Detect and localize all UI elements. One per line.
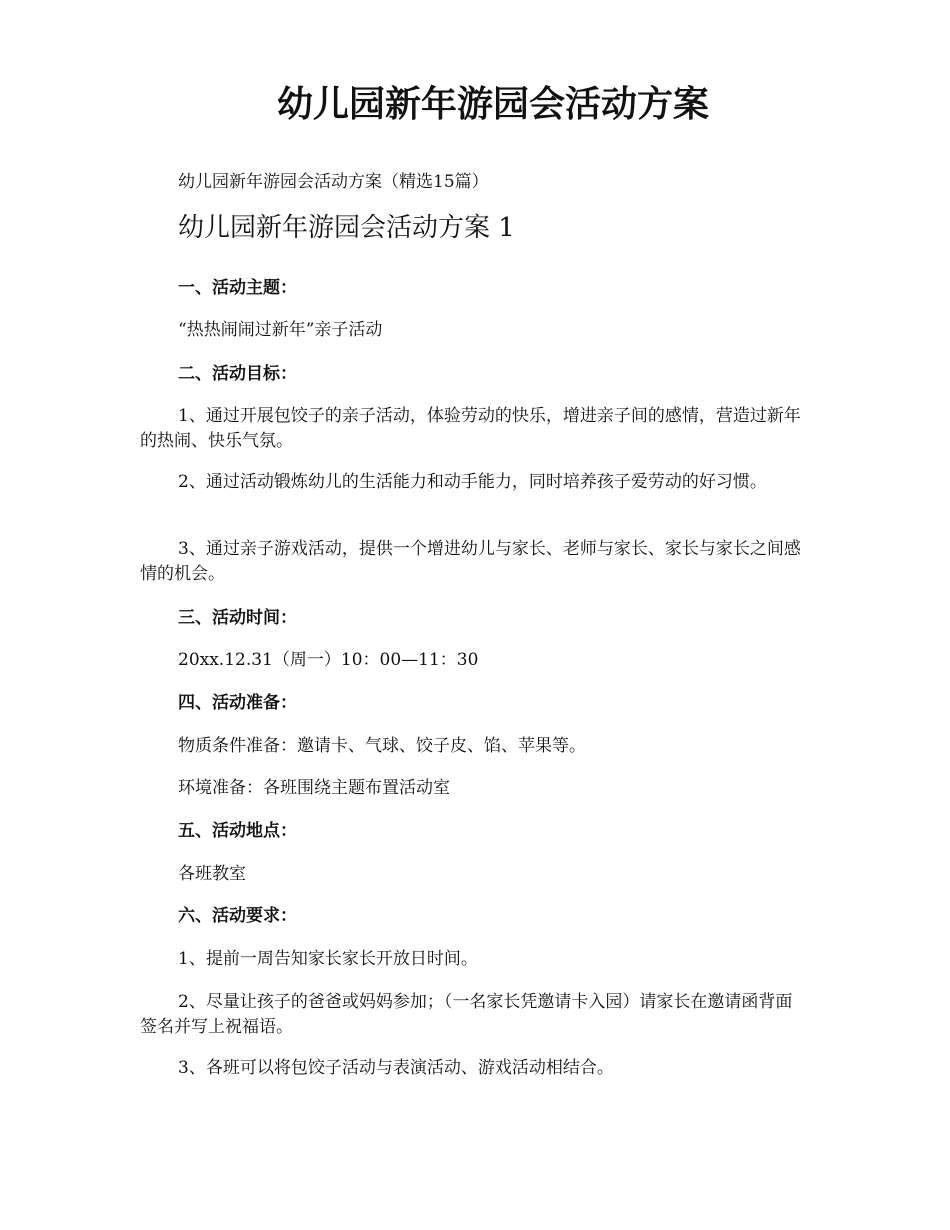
paragraph-goal-1: 1、通过开展包饺子的亲子活动，体验劳动的快乐，增进亲子间的感情，营造过新年的热闹、快乐气氛。 <box>140 406 801 451</box>
heading-location: 五、活动地点： <box>178 821 297 841</box>
paragraph-time: 20xx.12.31（周一）10：00—11：30 <box>178 650 479 670</box>
paragraph-environment: 环境准备：各班围绕主题布置活动室 <box>178 778 450 798</box>
paragraph-goal-3: 3、通过亲子游戏活动，提供一个增进幼儿与家长、老师与家长、家长与家长之间感情的机会。 <box>140 539 801 584</box>
heading-time: 三、活动时间： <box>178 608 297 628</box>
document-title: 幼儿园新年游园会活动方案 <box>276 83 709 125</box>
paragraph-requirement-2: 2、尽量让孩子的爸爸或妈妈参加；（一名家长凭邀请卡入园）请家长在邀请函背面签名并写上祝福语。 <box>140 992 793 1037</box>
heading-goals: 二、活动目标： <box>178 364 297 384</box>
heading-requirements: 六、活动要求： <box>178 906 297 926</box>
paragraph-requirement-3: 3、各班可以将包饺子活动与表演活动、游戏活动相结合。 <box>178 1058 614 1078</box>
heading-preparation: 四、活动准备： <box>178 693 297 713</box>
document-subtitle: 幼儿园新年游园会活动方案（精选15篇） <box>178 172 489 192</box>
paragraph-goal-2: 2、通过活动锻炼幼儿的生活能力和动手能力，同时培养孩子爱劳动的好习惯。 <box>178 472 767 492</box>
section-title: 幼儿园新年游园会活动方案 1 <box>178 213 515 243</box>
paragraph-requirement-1: 1、提前一周告知家长家长开放日时间。 <box>178 949 478 969</box>
paragraph-materials: 物质条件准备：邀请卡、气球、饺子皮、馅、苹果等。 <box>178 736 586 756</box>
heading-theme: 一、活动主题： <box>178 278 297 298</box>
paragraph-location: 各班教室 <box>178 864 246 884</box>
paragraph-theme: “热热闹闹过新年”亲子活动 <box>178 320 383 340</box>
